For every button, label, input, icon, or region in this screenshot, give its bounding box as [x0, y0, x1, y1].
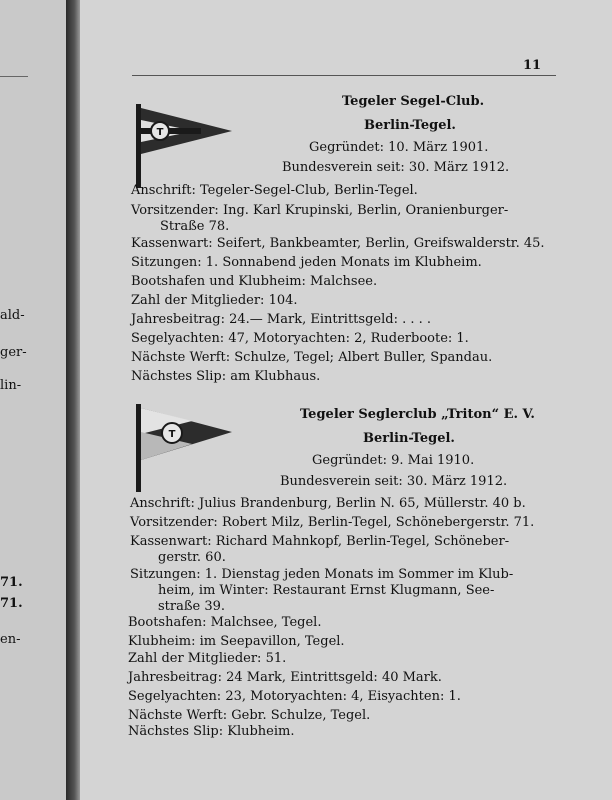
- club-member-since: Bundesverein seit: 30. März 1912.: [282, 160, 510, 175]
- club-detail-line: Vorsitzender: Ing. Karl Krupinski, Berlin, Oranienburger-: [131, 203, 509, 218]
- left-page-fragment: 71.: [0, 575, 23, 590]
- club-founded: Gegründet: 9. Mai 1910.: [312, 453, 475, 468]
- club-pennant-icon: [134, 402, 234, 494]
- book-gutter: [66, 0, 80, 800]
- club-detail-line: Jahresbeitrag: 24.— Mark, Eintrittsgeld: . . . .: [131, 312, 432, 327]
- book-page: [80, 0, 612, 800]
- club-detail-line: Zahl der Mitglieder: 51.: [128, 651, 287, 666]
- club-detail-line: Segelyachten: 23, Motoryachten: 4, Eisyachten: 1.: [128, 689, 461, 704]
- club-detail-line: gerstr. 60.: [158, 550, 226, 565]
- club-detail-line: heim, im Winter: Restaurant Ernst Klugmann, See-: [158, 583, 495, 598]
- svg-text:T: T: [156, 127, 164, 138]
- club-detail-line: Segelyachten: 47, Motoryachten: 2, Ruderboote: 1.: [131, 331, 469, 346]
- club-city: Berlin-Tegel.: [363, 431, 455, 446]
- club-detail-line: Anschrift: Tegeler-Segel-Club, Berlin-Tegel.: [131, 183, 418, 198]
- left-page-rule: [0, 76, 28, 77]
- club-detail-line: Bootshafen und Klubheim: Malchsee.: [131, 274, 378, 289]
- header-rule: [132, 75, 556, 76]
- page-number: 11: [523, 58, 542, 73]
- club-detail-line: Klubheim: im Seepavillon, Tegel.: [128, 634, 345, 649]
- club-name: Tegeler Seglerclub „Triton“ E. V.: [300, 407, 535, 422]
- club-detail-line: Sitzungen: 1. Sonnabend jeden Monats im Klubheim.: [131, 255, 482, 270]
- svg-text:T: T: [168, 429, 176, 440]
- club-member-since: Bundesverein seit: 30. März 1912.: [280, 474, 508, 489]
- club-detail-line: Bootshafen: Malchsee, Tegel.: [128, 615, 322, 630]
- club-detail-line: Nächstes Slip: am Klubhaus.: [131, 369, 321, 384]
- left-page-fragment: ger-: [0, 345, 27, 360]
- club-pennant-icon: [134, 100, 234, 190]
- club-detail-line: Kassenwart: Richard Mahnkopf, Berlin-Tegel, Schöneber-: [130, 534, 510, 549]
- left-page: [0, 0, 66, 800]
- club-detail-line: Nächste Werft: Schulze, Tegel; Albert Buller, Spandau.: [131, 350, 493, 365]
- club-detail-line: Sitzungen: 1. Dienstag jeden Monats im Sommer im Klub-: [130, 567, 514, 582]
- left-page-fragment: lin-: [0, 378, 22, 393]
- club-detail-line: Kassenwart: Seifert, Bankbeamter, Berlin, Greifswalderstr. 45.: [131, 236, 545, 251]
- club-founded: Gegründet: 10. März 1901.: [309, 140, 489, 155]
- club-detail-line: Zahl der Mitglieder: 104.: [131, 293, 298, 308]
- club-detail-line: Anschrift: Julius Brandenburg, Berlin N. 65, Müllerstr. 40 b.: [130, 496, 526, 511]
- left-page-fragment: ald-: [0, 308, 25, 323]
- club-city: Berlin-Tegel.: [364, 118, 456, 133]
- club-name: Tegeler Segel-Club.: [342, 94, 485, 109]
- left-page-fragment: 71.: [0, 596, 23, 611]
- club-detail-line: Nächstes Slip: Klubheim.: [128, 724, 295, 739]
- club-detail-line: straße 39.: [158, 599, 226, 614]
- club-detail-line: Jahresbeitrag: 24 Mark, Eintrittsgeld: 40 Mark.: [128, 670, 442, 685]
- club-detail-line: Nächste Werft: Gebr. Schulze, Tegel.: [128, 708, 371, 723]
- left-page-fragment: en-: [0, 632, 21, 647]
- club-detail-line: Vorsitzender: Robert Milz, Berlin-Tegel, Schönebergerstr. 71.: [130, 515, 535, 530]
- club-detail-line: Straße 78.: [160, 219, 230, 234]
